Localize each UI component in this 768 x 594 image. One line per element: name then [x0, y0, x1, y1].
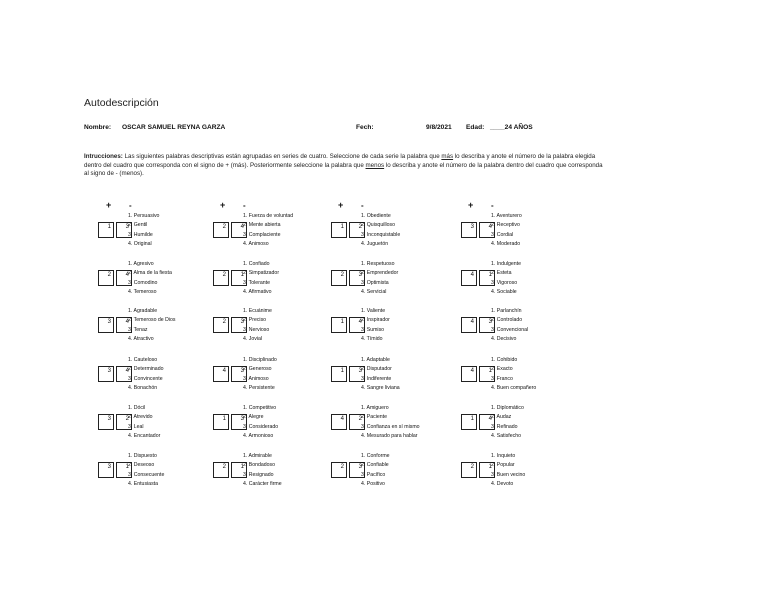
word-option: 4. Original — [128, 241, 152, 248]
minus-answer-box[interactable]: 3 — [349, 270, 365, 286]
minus-sign: - — [129, 201, 132, 210]
plus-answer-box[interactable]: 1 — [213, 414, 229, 430]
word-option: 2. Preciso — [243, 317, 267, 324]
plus-answer-box[interactable]: 2 — [331, 270, 347, 286]
word-list — [243, 260, 279, 298]
word-option: 4. Persistente — [243, 385, 275, 392]
minus-answer-box[interactable]: 1 — [479, 366, 495, 382]
word-option: 4. Moderado — [491, 241, 521, 248]
word-option: 2. Determinado — [128, 366, 164, 373]
word-option: 4. Juguetón — [361, 241, 389, 248]
word-option: 3. Leal — [128, 423, 144, 430]
name-value: OSCAR SAMUEL REYNA GARZA — [122, 124, 226, 131]
word-group — [461, 212, 573, 252]
plus-answer-box[interactable]: 1 — [331, 366, 347, 382]
word-option: 1. Dócil — [128, 405, 146, 411]
word-group — [461, 260, 573, 300]
word-option: 3. Convencional — [491, 326, 529, 333]
minus-answer-box[interactable]: 1 — [231, 462, 247, 478]
minus-answer-box[interactable]: 1 — [479, 462, 495, 478]
word-group — [98, 260, 210, 300]
word-option: 1. Obediente — [361, 213, 391, 219]
minus-answer-box[interactable]: 4 — [231, 222, 247, 238]
word-option: 4. Afirmativo — [243, 289, 272, 296]
age-label: Edad: — [466, 124, 485, 131]
word-group — [98, 356, 210, 396]
word-option: 1. Persuasivo — [128, 213, 160, 219]
minus-answer-box[interactable]: 4 — [116, 317, 132, 333]
plus-answer-box[interactable]: 1 — [331, 317, 347, 333]
word-list — [243, 307, 272, 345]
word-list — [243, 212, 293, 250]
word-list — [361, 356, 400, 394]
word-list — [361, 260, 398, 298]
word-option: 2. Disputador — [361, 366, 392, 373]
minus-sign: - — [491, 201, 494, 210]
word-option: 1. Inquieto — [491, 453, 516, 459]
word-option: 1. Conforme — [361, 453, 390, 459]
word-group — [331, 307, 443, 347]
word-group — [461, 452, 573, 492]
word-option: 1. Aventurero — [491, 213, 522, 219]
word-option: 1. Cauteloso — [128, 357, 158, 363]
word-option: 1. Amiguero — [361, 405, 389, 411]
word-option: 3. Resignado — [243, 471, 274, 478]
plus-answer-box[interactable]: 3 — [98, 366, 114, 382]
plus-sign: + — [220, 200, 226, 210]
date-value: 9/8/2021 — [426, 124, 452, 131]
minus-answer-box[interactable]: 3 — [479, 317, 495, 333]
plus-answer-box[interactable]: 4 — [461, 366, 477, 382]
instructions-menos: menos — [365, 161, 385, 169]
word-option: 4. Satisfecho — [491, 433, 521, 440]
plus-answer-box[interactable]: 3 — [98, 462, 114, 478]
minus-answer-box[interactable]: 4 — [116, 270, 132, 286]
word-group — [331, 212, 443, 252]
word-option: 2. Esteta — [491, 270, 512, 277]
plus-answer-box[interactable]: 2 — [98, 270, 114, 286]
plus-answer-box[interactable]: 3 — [98, 414, 114, 430]
plus-answer-box[interactable]: 3 — [98, 317, 114, 333]
instructions-label: Intrucciones: — [84, 153, 123, 160]
word-option: 1. Agresivo — [128, 261, 154, 267]
word-group — [331, 260, 443, 300]
plus-answer-box[interactable]: 4 — [213, 366, 229, 382]
instructions-text-1: Las siguientes palabras descriptivas están agrupadas en series de cuatro. Seleccione de cada serie la palabra que — [122, 153, 442, 160]
plus-answer-box[interactable]: 1 — [461, 414, 477, 430]
word-group — [98, 212, 210, 252]
word-option: 3. Consecuente — [128, 471, 165, 478]
word-group — [461, 404, 573, 444]
word-option: 3. Buen vecino — [491, 471, 526, 478]
signs-col-1 — [106, 200, 132, 210]
word-group — [213, 212, 325, 252]
word-option: 4. Mesurado para hablar — [361, 433, 418, 440]
word-option: 3. Cordial — [491, 231, 514, 238]
minus-answer-box[interactable]: 3 — [349, 462, 365, 478]
word-group — [461, 307, 573, 347]
minus-answer-box[interactable]: 4 — [116, 366, 132, 382]
word-option: 2. Bondadoso — [243, 462, 276, 469]
plus-answer-box[interactable]: 1 — [98, 222, 114, 238]
word-option: 4. Positivo — [361, 481, 385, 488]
word-option: 4. Animoso — [243, 241, 269, 248]
word-option: 3. Comodino — [128, 279, 158, 286]
plus-sign: + — [106, 200, 112, 210]
word-option: 3. Refinado — [491, 423, 518, 430]
word-list — [128, 212, 159, 250]
word-option: 1. Dispuesto — [128, 453, 157, 459]
word-list — [128, 404, 160, 442]
word-option: 2. Atrevido — [128, 414, 153, 421]
word-option: 2. Audaz — [491, 414, 512, 421]
word-option: 1. Confiado — [243, 261, 270, 267]
word-option: 3. Tolerante — [243, 279, 271, 286]
word-option: 1. Respetuoso — [361, 261, 395, 267]
minus-answer-box[interactable]: 1 — [231, 270, 247, 286]
word-option: 3. Inconquistable — [361, 231, 401, 238]
word-option: 2. Mente abierta — [243, 222, 281, 229]
word-option: 4. Tímido — [361, 336, 383, 343]
instructions-text-3: lo describa y anote el número de la palabra dentro del cuadro que corresponda al signo de - (menos). — [84, 161, 603, 178]
word-option: 4. Jovial — [243, 336, 263, 343]
minus-answer-box[interactable]: 1 — [116, 462, 132, 478]
word-option: 2. Paciente — [361, 414, 387, 421]
plus-answer-box[interactable]: 4 — [461, 270, 477, 286]
word-group — [461, 356, 573, 396]
word-option: 3. Nervioso — [243, 326, 270, 333]
signs-col-3 — [338, 200, 364, 210]
word-list — [361, 404, 420, 442]
word-option: 1. Parlanchín — [491, 308, 522, 314]
word-option: 2. Controlado — [491, 317, 523, 324]
word-option: 1. Disciplinado — [243, 357, 277, 363]
word-list — [491, 260, 521, 298]
word-list — [491, 404, 524, 442]
word-option: 4. Decisivo — [491, 336, 517, 343]
word-list — [491, 452, 525, 490]
instructions-mas: más — [441, 153, 454, 160]
word-option: 4. Bonachón — [128, 385, 158, 392]
word-group — [213, 356, 325, 396]
word-option: 1. Adaptable — [361, 357, 390, 363]
word-option: 4. Carácter firme — [243, 481, 282, 488]
page-title: Autodescripción — [84, 97, 159, 109]
word-list — [243, 452, 282, 490]
minus-answer-box[interactable]: 3 — [349, 366, 365, 382]
word-list — [361, 452, 390, 490]
minus-answer-box[interactable]: 4 — [479, 222, 495, 238]
date-label: Fech: — [356, 124, 374, 131]
word-option: 3. Complaciente — [243, 231, 281, 238]
word-option: 2. Gentil — [128, 222, 148, 229]
word-option: 2. Deseoso — [128, 462, 155, 469]
word-list — [243, 356, 277, 394]
age-value: ____24 AÑOS — [490, 124, 533, 131]
word-option: 3. Indiferente — [361, 375, 392, 382]
word-group — [213, 452, 325, 492]
word-list — [361, 212, 400, 250]
word-option: 4. Atractivo — [128, 336, 154, 343]
plus-answer-box[interactable]: 2 — [213, 317, 229, 333]
word-group — [213, 404, 325, 444]
plus-answer-box[interactable]: 2 — [213, 270, 229, 286]
minus-answer-box[interactable]: 2 — [116, 414, 132, 430]
word-list — [491, 212, 522, 250]
word-group — [331, 452, 443, 492]
plus-answer-box[interactable]: 3 — [461, 222, 477, 238]
signs-col-4 — [468, 200, 494, 210]
word-option: 4. Encantador — [128, 433, 161, 440]
word-group — [213, 260, 325, 300]
word-option: 4. Sangre liviana — [361, 385, 400, 392]
plus-answer-box[interactable]: 2 — [213, 462, 229, 478]
word-option: 3. Franco — [491, 375, 513, 382]
word-list — [128, 356, 163, 394]
instructions — [84, 153, 604, 179]
minus-answer-box[interactable]: 4 — [349, 317, 365, 333]
word-option: 1. Fuerza de voluntad — [243, 213, 294, 219]
word-option: 3. Animoso — [243, 375, 269, 382]
word-option: 4. Temeroso — [128, 289, 157, 296]
word-option: 3. Confianza en sí mismo — [361, 423, 420, 430]
word-option: 3. Humilde — [128, 231, 153, 238]
signs-col-2 — [220, 200, 246, 210]
word-group — [331, 404, 443, 444]
word-option: 1. Agradable — [128, 308, 158, 314]
word-option: 1. Valiente — [361, 308, 386, 314]
word-option: 4. Entusiasta — [128, 481, 158, 488]
minus-answer-box[interactable]: 4 — [479, 414, 495, 430]
plus-sign: + — [338, 200, 344, 210]
minus-answer-box[interactable]: 3 — [231, 317, 247, 333]
word-option: 1. Cohibido — [491, 357, 518, 363]
word-list — [491, 356, 536, 394]
plus-answer-box[interactable]: 2 — [331, 462, 347, 478]
word-option: 1. Ecuánime — [243, 308, 272, 314]
word-option: 2. Exacto — [491, 366, 513, 373]
word-option: 2. Alegre — [243, 414, 264, 421]
word-option: 2. Simpatizador — [243, 270, 280, 277]
plus-sign: + — [468, 200, 474, 210]
word-option: 4. Devoto — [491, 481, 514, 488]
minus-answer-box[interactable]: 3 — [231, 414, 247, 430]
word-option: 4. Sociable — [491, 289, 517, 296]
word-option: 2. Temeroso de Dios — [128, 317, 176, 324]
word-option: 1. Competitivo — [243, 405, 277, 411]
word-list — [361, 307, 390, 345]
plus-answer-box[interactable]: 4 — [461, 317, 477, 333]
word-option: 3. Considerado — [243, 423, 279, 430]
minus-sign: - — [243, 201, 246, 210]
word-option: 2. Quisquilloso — [361, 222, 396, 229]
word-option: 3. Convincente — [128, 375, 163, 382]
word-option: 3. Pacífico — [361, 471, 386, 478]
word-option: 4. Armonioso — [243, 433, 274, 440]
word-list — [128, 452, 164, 490]
word-option: 2. Inspirador — [361, 317, 390, 324]
minus-answer-box[interactable]: 3 — [116, 222, 132, 238]
word-option: 2. Receptivo — [491, 222, 520, 229]
word-list — [243, 404, 278, 442]
word-option: 1. Indulgente — [491, 261, 521, 267]
minus-answer-box[interactable]: 2 — [349, 414, 365, 430]
word-group — [98, 404, 210, 444]
word-option: 2. Popular — [491, 462, 515, 469]
word-option: 3. Optimista — [361, 279, 389, 286]
word-option: 3. Sumiso — [361, 326, 385, 333]
word-list — [491, 307, 528, 345]
word-option: 1. Diplomático — [491, 405, 524, 411]
word-option: 3. Vigoroso — [491, 279, 518, 286]
word-option: 4. Servicial — [361, 289, 387, 296]
plus-answer-box[interactable]: 2 — [213, 222, 229, 238]
minus-answer-box[interactable]: 2 — [349, 222, 365, 238]
name-label: Nombre: — [84, 124, 112, 131]
plus-answer-box[interactable]: 4 — [331, 414, 347, 430]
word-group — [331, 356, 443, 396]
word-option: 4. Buen compañero — [491, 385, 537, 392]
word-group — [98, 307, 210, 347]
word-group — [213, 307, 325, 347]
plus-answer-box[interactable]: 1 — [331, 222, 347, 238]
plus-answer-box[interactable]: 2 — [461, 462, 477, 478]
word-option: 2. Emprendedor — [361, 270, 399, 277]
word-option: 1. Admirable — [243, 453, 272, 459]
minus-answer-box[interactable]: 1 — [479, 270, 495, 286]
word-list — [128, 260, 172, 298]
word-option: 2. Generoso — [243, 366, 272, 373]
word-option: 3. Tenaz — [128, 326, 148, 333]
word-option: 2. Alma de la fiesta — [128, 270, 172, 277]
minus-sign: - — [361, 201, 364, 210]
word-list — [128, 307, 175, 345]
minus-answer-box[interactable]: 3 — [231, 366, 247, 382]
word-group — [98, 452, 210, 492]
instructions-text-2: lo describa y anote el número de la palabra elegida dentro del cuadro que corresponda con el signo de + (más). Posteriormente seleccione la palabra que — [84, 153, 596, 169]
word-option: 2. Confiable — [361, 462, 389, 469]
